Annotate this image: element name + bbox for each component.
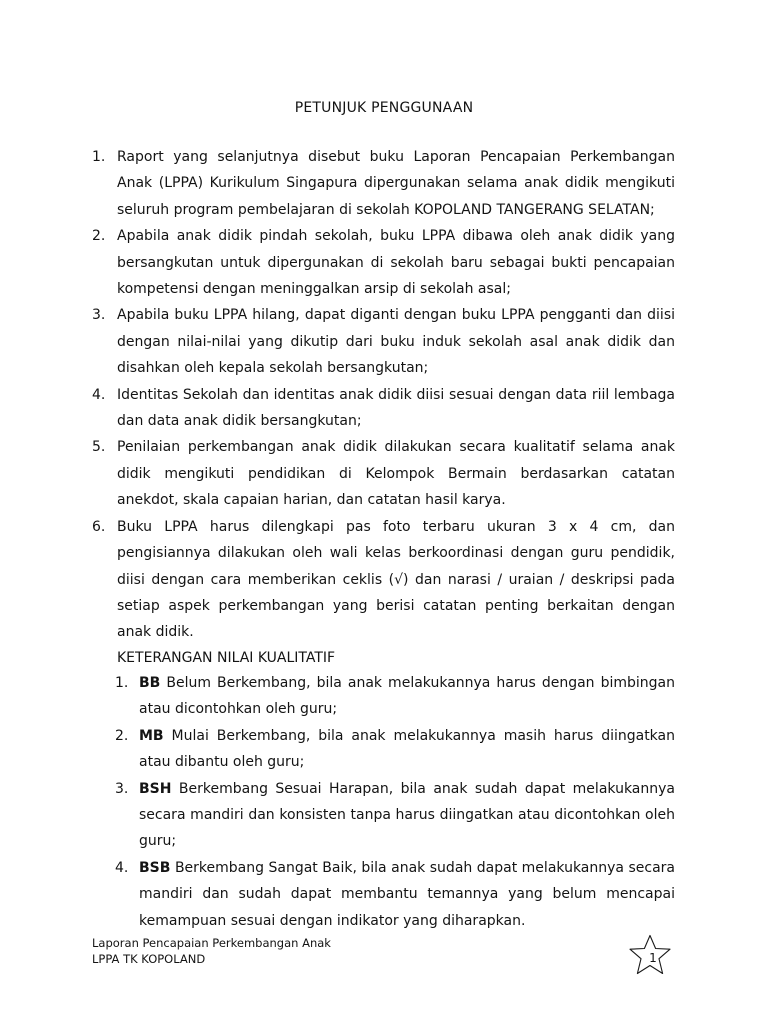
- item-text: Buku LPPA harus dilengkapi pas foto terbaru ukuran 3 x 4 cm, dan pengisiannya dilakukan oleh wali kelas berkoordinasi dengan guru pendidik, diisi dengan cara memberikan ceklis (√) dan narasi / uraian / deskripsi pada setiap aspek perkembangan yang berisi catatan penting berkaitan dengan anak didik.: [117, 518, 675, 641]
- item-number: 1.: [92, 149, 106, 165]
- footer-line-2: LPPA TK KOPOLAND: [92, 952, 206, 966]
- list-item: [92, 382, 675, 435]
- grade-number: 4.: [115, 859, 129, 876]
- grade-code: BSB: [139, 859, 171, 876]
- item-number: 3.: [92, 307, 106, 324]
- grade-item: [115, 776, 675, 855]
- list-item: [92, 223, 675, 302]
- grade-code: BSH: [139, 780, 172, 797]
- instructions-list: [92, 144, 675, 646]
- list-item: [92, 144, 675, 223]
- grade-item: [115, 855, 675, 934]
- list-item: [92, 434, 675, 513]
- page-number: 1: [649, 951, 657, 965]
- item-text: Identitas Sekolah dan identitas anak didik diisi sesuai dengan data riil lembaga dan data anak didik bersangkutan;: [117, 386, 675, 430]
- list-item: [92, 302, 675, 381]
- list-item: [92, 514, 675, 646]
- grade-item: [115, 670, 675, 723]
- item-text: Apabila buku LPPA hilang, dapat diganti dengan buku LPPA pengganti dan diisi dengan nilai-nilai yang dikutip dari buku induk sekolah asal anak didik dan disahkan oleh kepala sekolah bersangkutan;: [117, 307, 675, 377]
- grade-number: 1.: [115, 675, 129, 691]
- item-number: 4.: [92, 386, 106, 403]
- grade-description: Berkembang Sesuai Harapan, bila anak sudah dapat melakukannya secara mandiri dan konsisten tanpa harus diingatkan atau dicontohkan oleh guru;: [139, 780, 675, 850]
- grade-code: MB: [139, 727, 164, 744]
- grade-description: Mulai Berkembang, bila anak melakukannya masih harus diingatkan atau dibantu oleh guru;: [139, 727, 675, 771]
- item-text: Penilaian perkembangan anak didik dilakukan secara kualitatif selama anak didik mengikuti pendidikan di Kelompok Bermain berdasarkan catatan anekdot, skala capaian harian, dan catatan hasil karya.: [117, 439, 675, 509]
- grade-code: BB: [139, 675, 161, 691]
- page-title: PETUNJUK PENGGUNAAN: [294, 100, 474, 116]
- grade-number: 3.: [115, 780, 129, 797]
- grade-item: [115, 723, 675, 776]
- grade-description: Belum Berkembang, bila anak melakukannya harus dengan bimbingan atau dicontohkan oleh guru;: [139, 675, 675, 718]
- item-text: Raport yang selanjutnya disebut buku Laporan Pencapaian Perkembangan Anak (LPPA) Kurikulum Singapura dipergunakan selama anak didik mengikuti seluruh program pembelajaran di sekolah KOPOLAND TANGERANG SELATAN;: [117, 149, 675, 218]
- item-number: 6.: [92, 518, 106, 535]
- footer-line-1: Laporan Pencapaian Perkembangan Anak: [92, 936, 331, 950]
- grade-description: Berkembang Sangat Baik, bila anak sudah dapat melakukannya secara mandiri dan sudah dapat membantu temannya yang belum mencapai kemampuan sesuai dengan indikator yang diharapkan.: [139, 859, 676, 929]
- item-number: 5.: [92, 439, 106, 456]
- grades-list: [115, 670, 675, 934]
- item-number: 2.: [92, 228, 106, 245]
- item-text: Apabila anak didik pindah sekolah, buku LPPA dibawa oleh anak didik yang bersangkutan untuk dipergunakan di sekolah baru sebagai bukti pencapaian kompetensi dengan meninggalkan arsip di sekolah asal;: [117, 228, 675, 298]
- grade-number: 2.: [115, 727, 129, 744]
- section-title: KETERANGAN NILAI KUALITATIF: [117, 650, 336, 666]
- page-footer: [92, 935, 331, 967]
